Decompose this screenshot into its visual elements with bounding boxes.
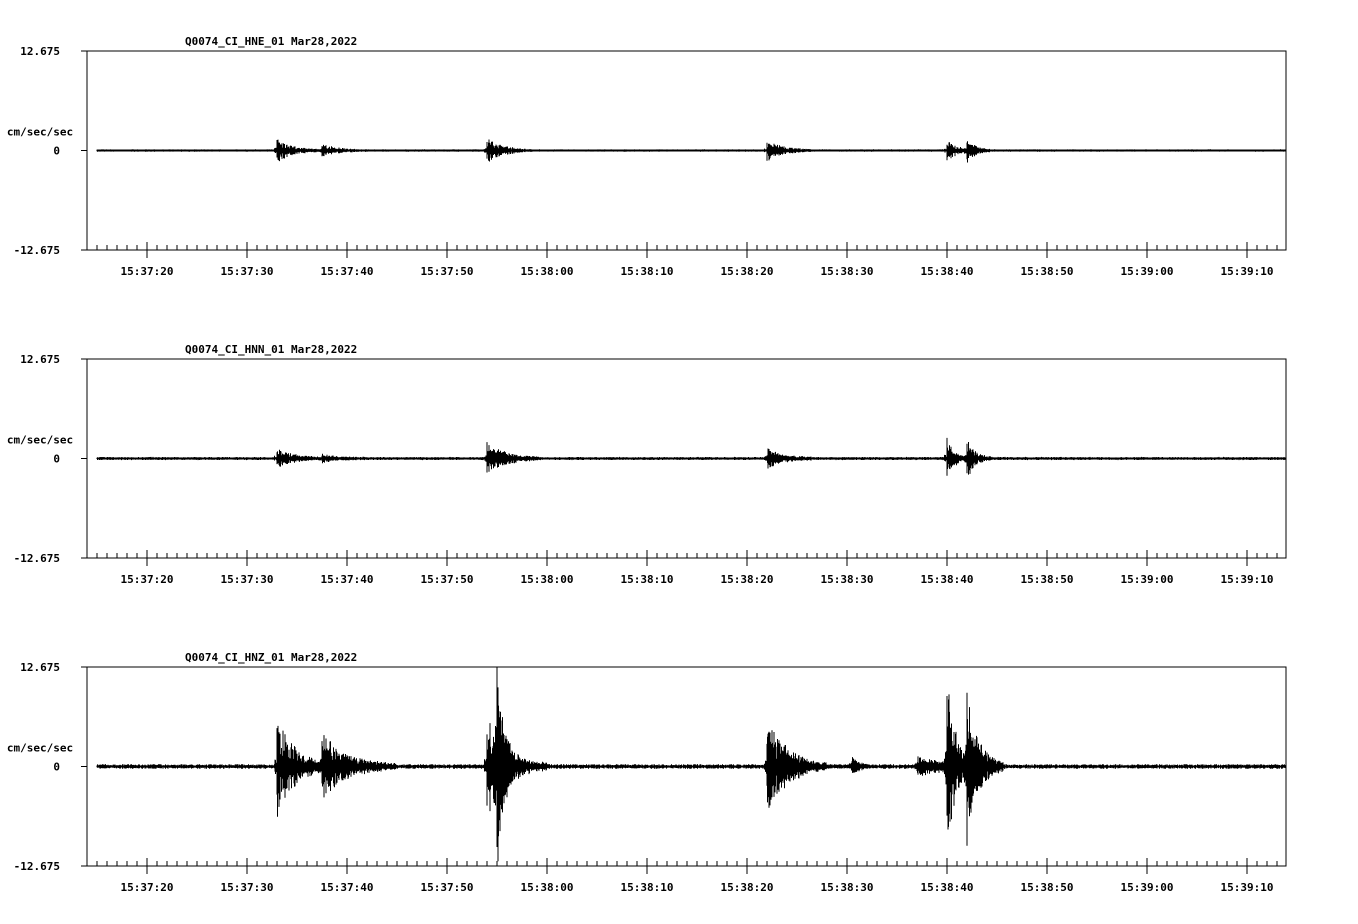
x-tick-label: 15:37:50: [420, 881, 474, 894]
x-tick-label: 15:38:10: [620, 265, 674, 278]
x-tick-label: 15:37:30: [220, 265, 274, 278]
x-tick-label: 15:38:20: [720, 265, 774, 278]
x-tick-label: 15:39:10: [1220, 265, 1274, 278]
x-tick-label: 15:38:10: [620, 573, 674, 586]
y-tick-label: 0: [53, 760, 60, 774]
y-tick-label: 12.675: [20, 353, 60, 366]
x-tick-label: 15:39:00: [1120, 265, 1174, 278]
x-tick-label: 15:39:10: [1220, 881, 1274, 894]
x-tick-label: 15:38:20: [720, 881, 774, 894]
y-tick-label: 12.675: [20, 45, 60, 58]
x-tick-label: 15:37:30: [220, 881, 274, 894]
y-tick-label: 0: [53, 452, 60, 466]
y-axis-label: cm/sec/sec: [6, 433, 74, 447]
y-tick-label: -12.675: [13, 552, 60, 565]
x-tick-label: 15:38:20: [720, 573, 774, 586]
y-tick-label: 0: [53, 144, 60, 158]
x-tick-label: 15:37:50: [420, 265, 474, 278]
x-tick-label: 15:37:40: [320, 265, 374, 278]
x-tick-label: 15:38:50: [1020, 265, 1074, 278]
waveform-trace: [97, 438, 1286, 476]
x-tick-label: 15:37:40: [320, 881, 374, 894]
x-tick-label: 15:38:00: [520, 265, 574, 278]
x-tick-label: 15:37:50: [420, 573, 474, 586]
panel-title: Q0074_CI_HNN_01 Mar28,2022: [185, 343, 358, 356]
x-tick-label: 15:39:10: [1220, 573, 1274, 586]
panel-title: Q0074_CI_HNZ_01 Mar28,2022: [185, 651, 358, 664]
panel-title: Q0074_CI_HNE_01 Mar28,2022: [185, 35, 358, 48]
x-tick-label: 15:39:00: [1120, 573, 1174, 586]
x-tick-label: 15:37:20: [120, 265, 174, 278]
y-tick-label: -12.675: [13, 244, 60, 257]
waveform-trace: [97, 667, 1286, 861]
x-tick-label: 15:38:30: [820, 265, 874, 278]
x-tick-label: 15:38:40: [920, 265, 974, 278]
x-tick-label: 15:37:40: [320, 573, 374, 586]
x-tick-label: 15:38:10: [620, 881, 674, 894]
y-axis-label: cm/sec/sec: [6, 741, 74, 755]
y-axis-label: cm/sec/sec: [6, 125, 74, 139]
x-tick-label: 15:37:20: [120, 881, 174, 894]
x-tick-label: 15:38:00: [520, 573, 574, 586]
y-tick-label: 12.675: [20, 661, 60, 674]
x-tick-label: 15:39:00: [1120, 881, 1174, 894]
x-tick-label: 15:38:50: [1020, 573, 1074, 586]
x-tick-label: 15:38:30: [820, 881, 874, 894]
x-tick-label: 15:38:50: [1020, 881, 1074, 894]
x-tick-label: 15:38:30: [820, 573, 874, 586]
x-tick-label: 15:38:40: [920, 881, 974, 894]
x-tick-label: 15:38:00: [520, 881, 574, 894]
y-tick-label: -12.675: [13, 860, 60, 873]
x-tick-label: 15:37:30: [220, 573, 274, 586]
x-tick-label: 15:38:40: [920, 573, 974, 586]
x-tick-label: 15:37:20: [120, 573, 174, 586]
